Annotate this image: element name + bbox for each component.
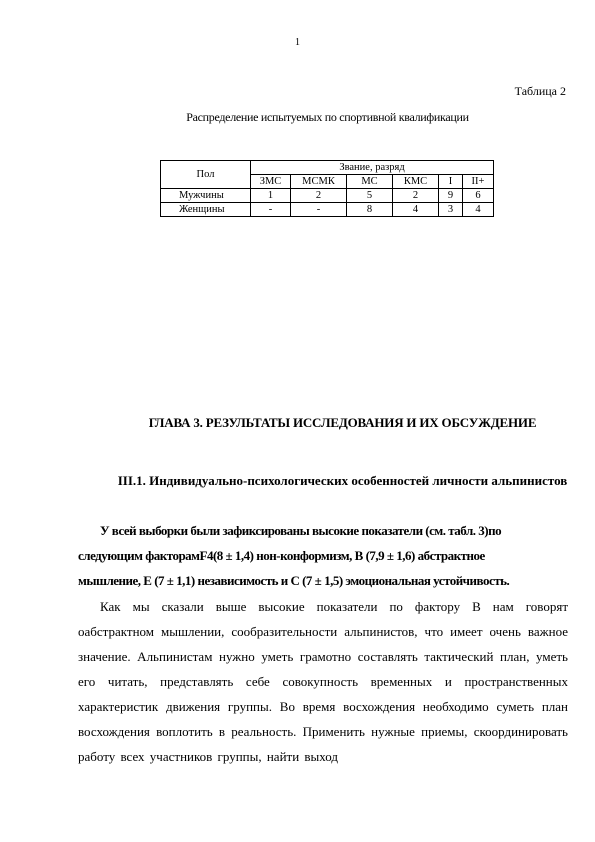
table-header-row	[161, 161, 494, 175]
page-number: 1	[295, 37, 300, 48]
table-cell: 1	[251, 189, 291, 203]
row-label: Женщины	[161, 203, 251, 217]
section-title: III.1. Индивидуально-психологических особенностей личности альпинистов	[117, 473, 568, 488]
table-caption: Распределение испытуемых по спортивной квалификации	[186, 110, 469, 124]
table-cell: 2	[393, 189, 439, 203]
column-header: МС	[347, 175, 393, 189]
paragraph-summary	[78, 518, 568, 593]
table-row	[161, 203, 494, 217]
table-row	[161, 189, 494, 203]
table-cell: 4	[463, 203, 494, 217]
rank-header: Звание, разряд	[251, 161, 494, 175]
table-cell: 2	[291, 189, 347, 203]
column-header: ЗМС	[251, 175, 291, 189]
table-cell: 3	[439, 203, 463, 217]
column-header: КМС	[393, 175, 439, 189]
table-cell: 8	[347, 203, 393, 217]
paragraph-line: мышление, Е (7 ± 1,1) независимость и С (7 ± 1,5) эмоциональная устойчивость.	[78, 573, 510, 588]
paragraph-line: следующим факторамF4(8 ± 1,4) нон-конформизм, В (7,9 ± 1,6) абстрактное	[78, 548, 485, 563]
table-cell: 9	[439, 189, 463, 203]
paragraph-line: У всей выборки были зафиксированы высокие показатели (см. табл. 3)по	[100, 523, 502, 538]
paragraph-body: Как мы сказали выше высокие показатели по фактору В нам говорят оабстрактном мышлении, сообразительности альпинистов, что имеет очень важное значение. Альпинистам нужно уметь грамотно составлять тактический план, уметь его читать, представлять себе совокупность временных и пространственных характеристик движения группы. Во время восхождения необходимо суметь план восхождения воплотить в реальность. Применить нужные приемы, скоординировать работу всех участников группы, найти выход	[78, 599, 568, 764]
table-cell: 4	[393, 203, 439, 217]
row-label: Мужчины	[161, 189, 251, 203]
sex-header: Пол	[161, 161, 251, 189]
table-cell: 6	[463, 189, 494, 203]
column-header: МСМК	[291, 175, 347, 189]
column-header: I	[439, 175, 463, 189]
table-label: Таблица 2	[514, 84, 566, 98]
chapter-title: ГЛАВА 3. РЕЗУЛЬТАТЫ ИССЛЕДОВАНИЯ И ИХ ОБСУЖДЕНИЕ	[148, 415, 537, 430]
qualification-table	[160, 160, 494, 217]
table-cell: -	[291, 203, 347, 217]
table-cell: 5	[347, 189, 393, 203]
table-cell: -	[251, 203, 291, 217]
column-header: II+	[463, 175, 494, 189]
